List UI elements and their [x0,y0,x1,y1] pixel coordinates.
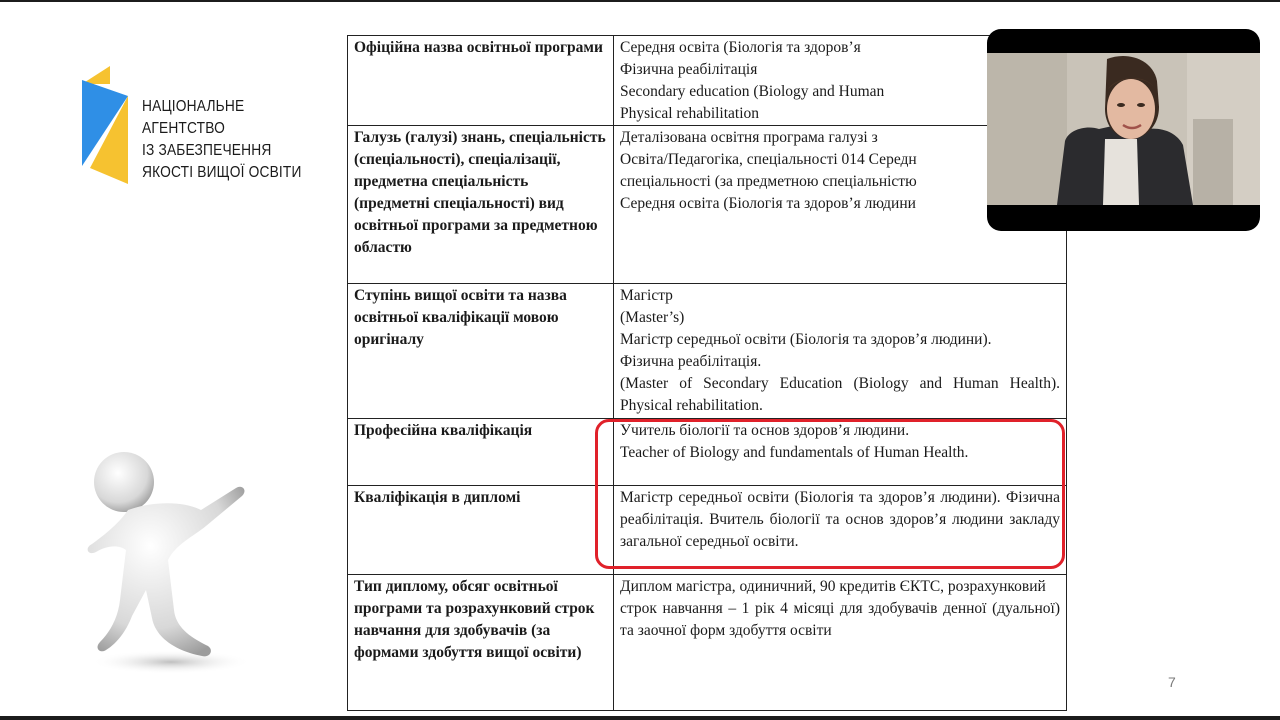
value-line: Магістр [620,287,673,304]
agency-name-line: ІЗ ЗАБЕЗПЕЧЕННЯ [142,142,272,159]
row-label: Професійна кваліфікація [348,419,614,486]
program-info-table [347,35,1067,711]
row-label: Галузь (галузі) знань, спеціальність (спеціальності), спеціалізації, предметна спеціальність (предметні спеціальності) вид освітньої програми за предметною областю [348,126,614,284]
top-frame-bar [0,0,1280,2]
value-line: Фізична реабілітація. [620,353,762,370]
value-line: спеціальності (за предметною спеціальністю [620,173,917,190]
value-line: Physical rehabilitation [620,105,760,122]
row-value [614,284,1067,419]
row-label: Тип диплому, обсяг освітньої програми та розрахунковий строк навчання для здобувачів (за формами здобуття вищої освіти) [348,575,614,711]
table-row [348,126,1067,284]
agency-logo [80,66,300,190]
value-line: Диплом магістра, одиничний, 90 кредитів ЄКТС, розрахунковий [620,578,1046,595]
bottom-frame-bar [0,716,1280,720]
table-row [348,284,1067,419]
red-highlight-box [595,419,1065,569]
value-line: Учитель біології та основ здоров’я людини. [620,422,910,439]
row-label: Офіційна назва освітньої програми [348,36,614,126]
agency-name-line: НАЦІОНАЛЬНЕ [142,98,245,115]
row-label: Кваліфікація в дипломі [348,486,614,575]
value-line: (Master of Secondary Education (Biology and Human Health). Physical rehabilitation. [620,375,1060,414]
value-line: (Master’s) [620,309,685,326]
row-label: Ступінь вищої освіти та назва освітньої кваліфікації мовою оригіналу [348,284,614,419]
webcam-video-overlay[interactable] [987,29,1260,231]
value-line: Secondary education (Biology and Human [620,83,885,100]
table-row [348,36,1067,126]
agency-name [142,96,302,184]
table-row [348,575,1067,711]
agency-name-line: АГЕНТСТВО [142,120,226,137]
presenter-video [987,29,1260,231]
value-line: Фізична реабілітація [620,61,758,78]
pointing-figure-illustration [76,440,266,680]
value-line: Деталізована освітня програма галузі з [620,129,878,146]
value-line: Освіта/Педагогіка, спеціальності 014 Середн [620,151,917,168]
value-line: Магістр середньої освіти (Біологія та здоров’я людини). Фізична реабілітація. Вчитель біології та основ здоров’я людини закладу загальної середньої освіти. [620,489,1060,550]
row-value [614,575,1067,711]
agency-name-line: ЯКОСТІ ВИЩОЇ ОСВІТИ [142,164,302,181]
agency-logo-mark-icon [80,66,140,190]
value-line: Teacher of Biology and fundamentals of Human Health. [620,444,969,461]
value-line: Магістр середньої освіти (Біологія та здоров’я людини). [620,331,992,348]
value-line: Середня освіта (Біологія та здоров’я людини [620,195,916,212]
slide-number: 7 [1168,674,1176,690]
value-line: Середня освіта (Біологія та здоров’я [620,39,861,56]
value-line: строк навчання – 1 рік 4 місяці для здобувачів денної (дуальної) та заочної форм здобуття освіти [620,600,1060,639]
